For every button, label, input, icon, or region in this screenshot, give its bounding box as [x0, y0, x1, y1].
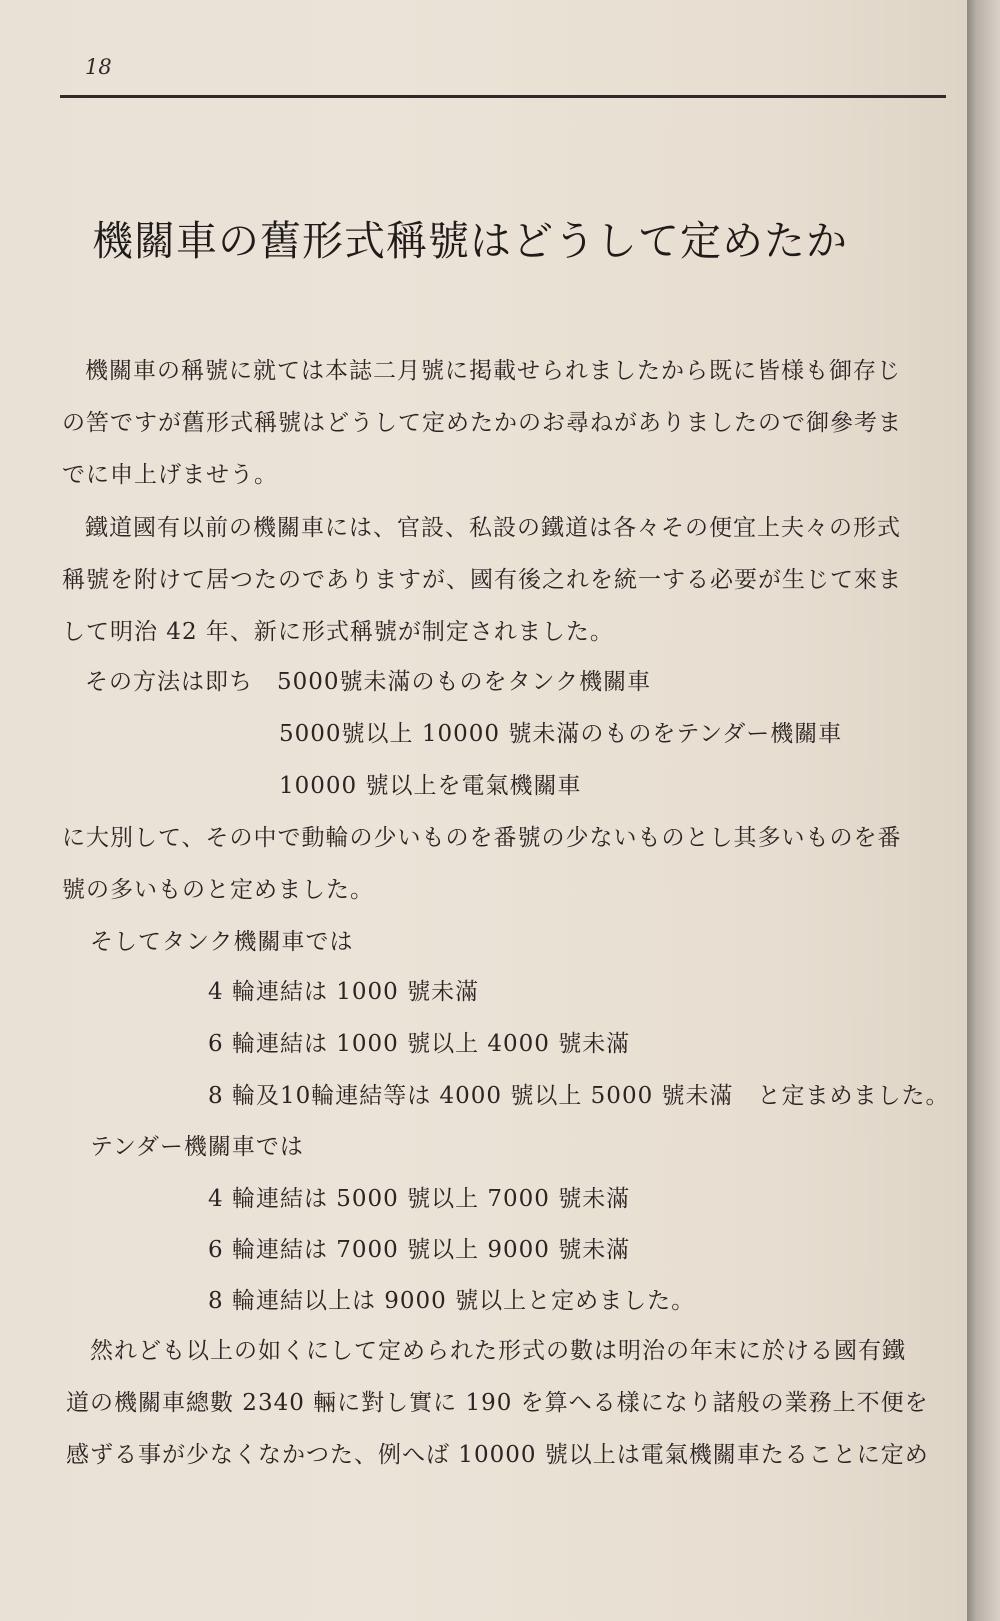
body-line: でに申上げませう。 [62, 462, 278, 488]
body-line: テンダー機關車では [90, 1134, 304, 1160]
body-line: に大別して、その中で動輪の少いものを番號の少ないものとし其多いものを番 [62, 825, 902, 851]
body-line: 8 輪及10輪連結等は 4000 號以上 5000 號未滿 と定まめました。 [208, 1083, 950, 1109]
body-line: 4 輪連結は 5000 號以上 7000 號未滿 [208, 1186, 631, 1212]
body-line: 10000 號以上を電氣機關車 [279, 773, 582, 799]
body-line: の筈ですが舊形式稱號はどうして定めたかのお尋ねがありましたので御參考ま [62, 410, 902, 436]
body-line: して明治 42 年、新に形式稱號が制定されました。 [62, 619, 614, 645]
body-line: 4 輪連結は 1000 號未滿 [208, 979, 480, 1005]
body-line: 鐵道國有以前の機關車には、官設、私設の鐵道は各々その便宜上夫々の形式 [85, 515, 901, 541]
body-line: 6 輪連結は 1000 號以上 4000 號未滿 [208, 1031, 631, 1057]
page-edge-shadow [967, 0, 1000, 1621]
body-line: そしてタンク機關車では [90, 929, 354, 955]
body-line: 機關車の稱號に就ては本誌二月號に掲載せられましたから既に皆様も御存じ [85, 358, 901, 384]
body-line: 5000號以上 10000 號未滿のものをテンダー機關車 [279, 721, 843, 747]
body-line: 稱號を附けて居つたのでありますが、國有後之れを統一する必要が生じて來ま [62, 567, 902, 593]
header-rule [60, 95, 946, 98]
body-line: 號の多いものと定めました。 [62, 877, 374, 903]
body-line: 感ずる事が少なくなかつた、例へば 10000 號以上は電氣機關車たることに定め [66, 1442, 929, 1468]
body-line: 然れども以上の如くにして定められた形式の數は明治の年末に於ける國有鐵 [90, 1338, 906, 1364]
article-title: 機關車の舊形式稱號はどうして定めたか [92, 217, 848, 265]
page-number: 18 [85, 55, 112, 79]
body-line: その方法は即ち 5000號未滿のものをタンク機關車 [85, 669, 652, 695]
body-line: 6 輪連結は 7000 號以上 9000 號未滿 [208, 1237, 631, 1263]
body-line: 道の機關車總數 2340 輛に對し實に 190 を算へる樣になり諸般の業務上不便を [66, 1390, 929, 1416]
body-line: 8 輪連結以上は 9000 號以上と定めました。 [208, 1288, 696, 1314]
